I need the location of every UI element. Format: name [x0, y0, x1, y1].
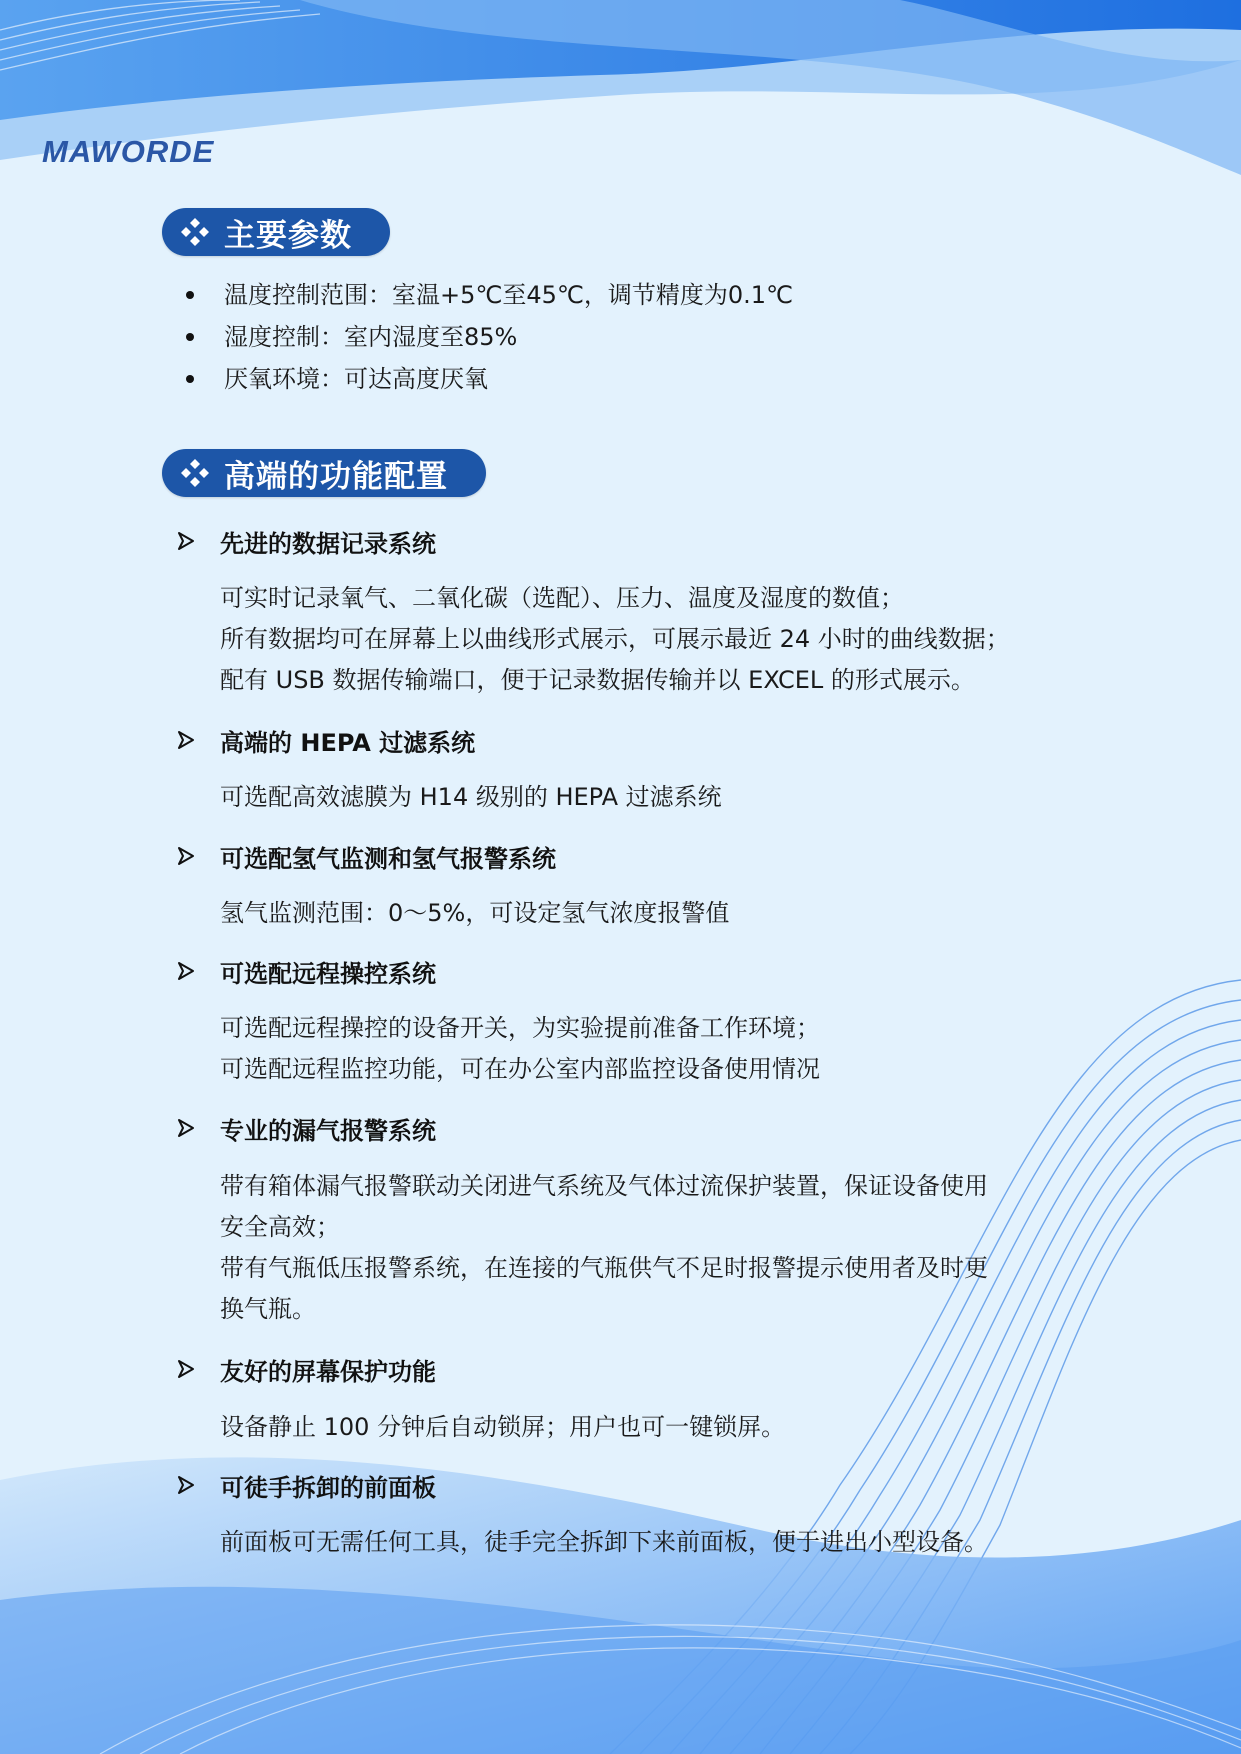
four-diamonds-icon	[180, 217, 210, 247]
feature-title: 可选配氢气监测和氢气报警系统	[220, 844, 556, 873]
four-diamonds-icon	[180, 458, 210, 488]
section-header-params	[162, 208, 390, 256]
list-item: 厌氧环境：可达高度厌氧	[186, 362, 793, 404]
list-item: 湿度控制：室内湿度至85%	[186, 320, 793, 362]
arrow-bullet-icon	[176, 1359, 196, 1379]
feature-heading	[176, 953, 436, 989]
feature-description: 可实时记录氧气、二氧化碳（选配）、压力、温度及湿度的数值； 所有数据均可在屏幕上以曲线形式展示，可展示最近 24 小时的曲线数据； 配有 USB 数据传输端口，便于记录数据传输并以 EXCEL 的形式展示。	[220, 584, 1010, 694]
feature-title: 可徒手拆卸的前面板	[220, 1473, 436, 1502]
arrow-bullet-icon	[176, 730, 196, 750]
feature-description: 设备静止 100 分钟后自动锁屏；用户也可一键锁屏。	[220, 1413, 786, 1441]
feature-title: 可选配远程操控系统	[220, 959, 436, 988]
feature-heading	[176, 1351, 436, 1387]
arrow-bullet-icon	[176, 961, 196, 981]
arrow-bullet-icon	[176, 1118, 196, 1138]
bullet-dot-icon	[186, 333, 194, 341]
arrow-bullet-icon	[176, 531, 196, 551]
feature-heading	[176, 1110, 436, 1146]
feature-description: 前面板可无需任何工具，徒手完全拆卸下来前面板，便于进出小型设备。	[220, 1528, 988, 1556]
feature-title: 专业的漏气报警系统	[220, 1116, 436, 1145]
section-title: 高端的功能配置	[224, 458, 448, 495]
arrow-bullet-icon	[176, 846, 196, 866]
list-item: 温度控制范围：室温+5℃至45℃，调节精度为0.1℃	[186, 278, 793, 320]
params-list	[186, 278, 793, 404]
section-header-features	[162, 449, 486, 497]
brand-logo: MAWORDE	[42, 134, 215, 169]
feature-description: 可选配高效滤膜为 H14 级别的 HEPA 过滤系统	[220, 783, 722, 811]
feature-heading	[176, 523, 436, 559]
feature-title: 友好的屏幕保护功能	[220, 1357, 436, 1386]
feature-description: 带有箱体漏气报警联动关闭进气系统及气体过流保护装置，保证设备使用 安全高效； 带有气瓶低压报警系统，在连接的气瓶供气不足时报警提示使用者及时更 换气瓶。	[220, 1172, 988, 1323]
feature-heading	[176, 838, 556, 874]
section-title: 主要参数	[224, 217, 352, 254]
bullet-dot-icon	[186, 291, 194, 299]
feature-description: 氢气监测范围：0～5%，可设定氢气浓度报警值	[220, 899, 730, 927]
feature-description: 可选配远程操控的设备开关，为实验提前准备工作环境； 可选配远程监控功能，可在办公室内部监控设备使用情况	[220, 1014, 820, 1083]
feature-title: 高端的 HEPA 过滤系统	[220, 728, 476, 757]
arrow-bullet-icon	[176, 1475, 196, 1495]
feature-heading	[176, 722, 475, 758]
bullet-dot-icon	[186, 375, 194, 383]
feature-title: 先进的数据记录系统	[220, 529, 436, 558]
feature-heading	[176, 1467, 436, 1503]
